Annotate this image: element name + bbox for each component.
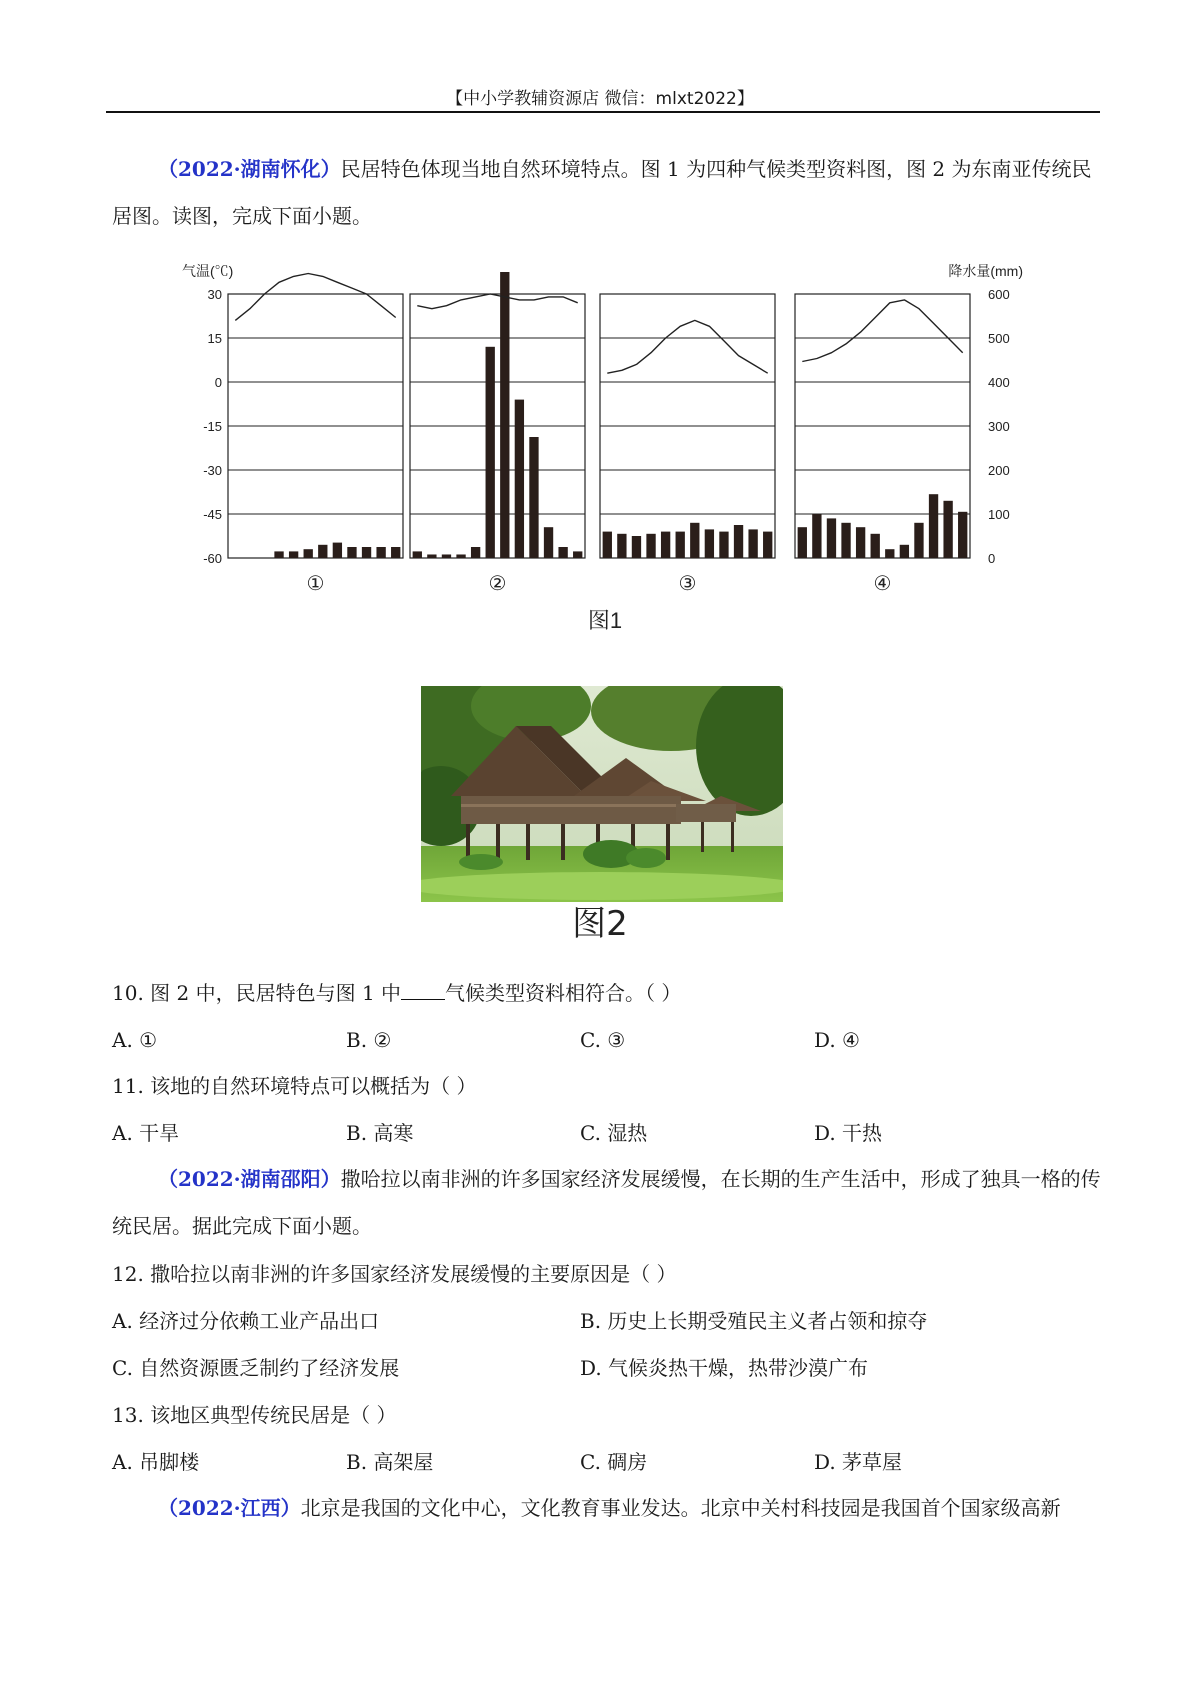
stilt-house-photo <box>421 686 783 902</box>
precip-bar <box>603 532 612 558</box>
intro-paragraph-1 <box>112 146 1102 240</box>
precip-bar <box>500 272 509 558</box>
precip-bar <box>827 518 836 558</box>
q12-option-b[interactable]: B. 历史上长期受殖民主义者占领和掠夺 <box>580 1309 928 1333</box>
precip-bar <box>812 514 821 558</box>
question-12: 12. 撒哈拉以南非洲的许多国家经济发展缓慢的主要原因是（ ） <box>112 1262 677 1286</box>
panel-label: ① <box>306 573 325 595</box>
precip-bar <box>719 532 728 558</box>
figure2-caption: 图2 <box>572 904 628 944</box>
temp-tick-label: 0 <box>214 375 222 390</box>
climate-charts-figure <box>180 258 1030 638</box>
precip-bar <box>914 523 923 558</box>
temp-tick-label: -15 <box>203 419 222 434</box>
q13-option-a[interactable]: A. 吊脚楼 <box>112 1450 200 1474</box>
precip-bar <box>515 400 524 558</box>
precip-bar <box>347 547 356 558</box>
temperature-line <box>235 274 395 321</box>
question-10 <box>112 978 681 1008</box>
precip-bar <box>958 512 967 558</box>
question-11: 11. 该地的自然环境特点可以概括为（ ） <box>112 1074 477 1098</box>
figure1-caption: 图1 <box>587 608 623 633</box>
precip-bar <box>471 547 480 558</box>
temperature-line <box>417 294 577 309</box>
precip-bar <box>798 527 807 558</box>
temperature-line <box>802 300 962 362</box>
precip-bar <box>871 534 880 558</box>
answer-blank <box>401 979 445 1000</box>
q11-option-c[interactable]: C. 湿热 <box>580 1121 648 1145</box>
precip-bar <box>376 547 385 558</box>
intro-paragraph-2 <box>112 1156 1102 1250</box>
temp-tick-label: 30 <box>207 287 222 302</box>
precip-bar <box>304 549 313 558</box>
precip-bar <box>900 545 909 558</box>
q10-option-b[interactable]: B. ② <box>346 1028 392 1052</box>
precip-bar <box>929 494 938 558</box>
precip-tick-label: 500 <box>988 331 1010 346</box>
precip-bar <box>646 534 655 558</box>
precip-bar <box>544 527 553 558</box>
precip-tick-label: 400 <box>988 375 1010 390</box>
q13-option-b[interactable]: B. 高架屋 <box>346 1450 434 1474</box>
precip-bar <box>391 547 400 558</box>
temp-tick-label: -60 <box>203 551 222 566</box>
q11-option-a[interactable]: A. 干旱 <box>112 1121 180 1145</box>
precip-bar <box>690 523 699 558</box>
q13-option-d[interactable]: D. 茅草屋 <box>814 1450 903 1474</box>
q10-option-c[interactable]: C. ③ <box>580 1028 626 1052</box>
q11-option-b[interactable]: B. 高寒 <box>346 1121 414 1145</box>
q12-option-c[interactable]: C. 自然资源匮乏制约了经济发展 <box>112 1356 400 1380</box>
precip-bar <box>442 554 451 558</box>
precip-bar <box>943 501 952 558</box>
precip-bar <box>456 554 465 558</box>
source-tag: （2022·江西） <box>158 1496 301 1520</box>
precip-bar <box>734 525 743 558</box>
precip-tick-label: 100 <box>988 507 1010 522</box>
intro-text: 北京是我国的文化中心，文化教育事业发达。北京中关村科技园是我国首个国家级高新 <box>300 1496 1061 1520</box>
precip-bar <box>632 536 641 558</box>
temperature-line <box>607 320 767 373</box>
precip-bar <box>748 529 757 558</box>
intro-text: 撒哈拉以南非洲的许多国家经济发展缓慢，在长期的生产生活中，形成了独具一格的传统民居。据此完成下面小题。 <box>112 1167 1101 1238</box>
precip-bar <box>318 545 327 558</box>
question-13: 13. 该地区典型传统民居是（ ） <box>112 1403 397 1427</box>
page-header: 【中小学教辅资源店 微信：mlxt2022】 <box>446 89 754 109</box>
precip-tick-label: 300 <box>988 419 1010 434</box>
q10-option-d[interactable]: D. ④ <box>814 1028 860 1052</box>
temp-tick-label: -30 <box>203 463 222 478</box>
precip-bar <box>617 534 626 558</box>
precip-bar <box>362 547 371 558</box>
intro-paragraph-3 <box>112 1485 1102 1532</box>
temp-axis-label: 气温(℃) <box>182 263 234 279</box>
precip-tick-label: 600 <box>988 287 1010 302</box>
precip-bar <box>289 551 298 558</box>
panel-label: ④ <box>873 573 892 595</box>
precip-bar <box>427 554 436 558</box>
q10-stem-a: 10. 图 2 中，民居特色与图 1 中 <box>112 981 402 1005</box>
q10-stem-b: 气候类型资料相符合。（ ） <box>445 981 682 1005</box>
q12-option-a[interactable]: A. 经济过分依赖工业产品出口 <box>112 1309 380 1333</box>
precip-bar <box>705 529 714 558</box>
precip-bar <box>413 551 422 558</box>
panel-label: ③ <box>678 573 697 595</box>
precip-bar <box>333 543 342 558</box>
q13-option-c[interactable]: C. 碉房 <box>580 1450 648 1474</box>
header-rule <box>106 111 1100 113</box>
panel-label: ② <box>488 573 507 595</box>
precip-bar <box>763 532 772 558</box>
intro-text: 民居特色体现当地自然环境特点。图 1 为四种气候类型资料图，图 2 为东南亚传统民居图。读图，完成下面小题。 <box>112 157 1092 228</box>
precip-tick-label: 0 <box>988 551 996 566</box>
precip-bar <box>573 551 582 558</box>
precip-axis-label: 降水量(mm) <box>948 263 1023 279</box>
precip-bar <box>841 523 850 558</box>
precip-bar <box>529 437 538 558</box>
temp-tick-label: -45 <box>203 507 222 522</box>
precip-bar <box>885 549 894 558</box>
source-tag: （2022·湖南邵阳） <box>158 1167 341 1191</box>
precip-bar <box>274 551 283 558</box>
q12-option-d[interactable]: D. 气候炎热干燥，热带沙漠广布 <box>580 1356 869 1380</box>
precip-bar <box>558 547 567 558</box>
temp-tick-label: 15 <box>207 331 222 346</box>
precip-tick-label: 200 <box>988 463 1010 478</box>
q10-option-a[interactable]: A. ① <box>112 1028 158 1052</box>
precip-bar <box>856 527 865 558</box>
q11-option-d[interactable]: D. 干热 <box>814 1121 883 1145</box>
precip-bar <box>661 532 670 558</box>
precip-bar <box>676 532 685 558</box>
source-tag: （2022·湖南怀化） <box>158 157 341 181</box>
precip-bar <box>486 347 495 558</box>
